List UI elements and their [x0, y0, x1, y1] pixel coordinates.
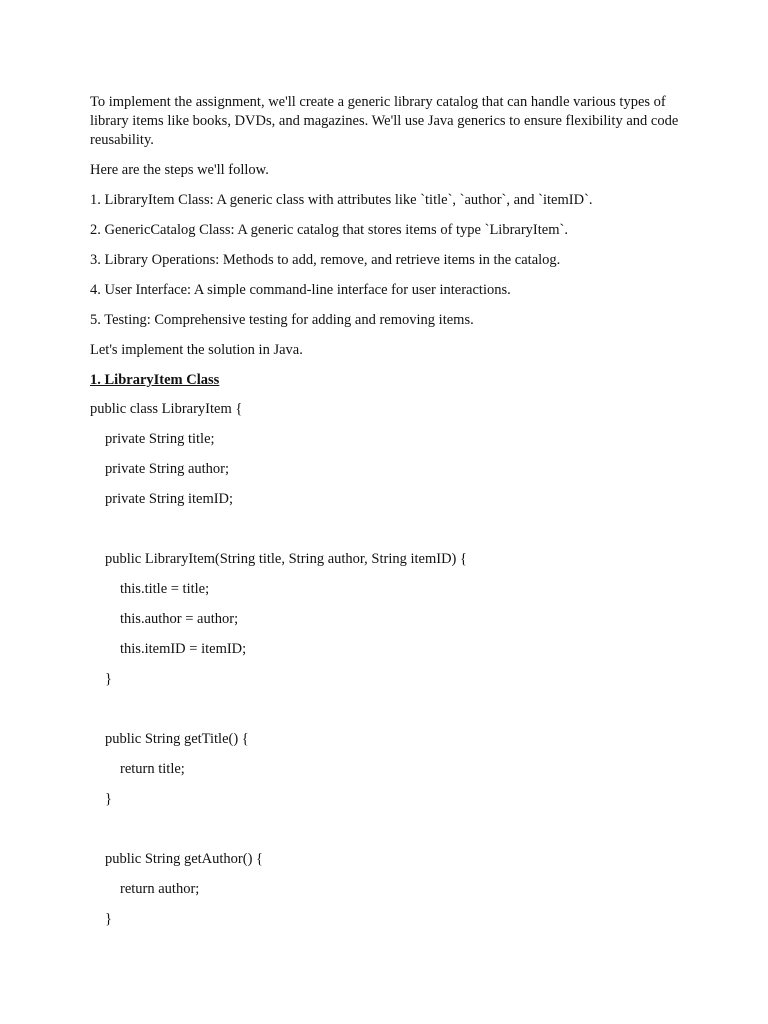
code-line: public String getTitle() { [105, 731, 249, 747]
document-content [90, 93, 690, 929]
code-line: public class LibraryItem { [90, 401, 243, 417]
code-line [90, 820, 690, 839]
steps-intro: Here are the steps we'll follow. [90, 162, 269, 178]
step-item: 4. User Interface: A simple command-line interface for user interactions. [90, 282, 511, 298]
code-line: } [105, 791, 112, 807]
code-line: this.title = title; [120, 581, 210, 597]
code-line: public String getAuthor() { [105, 851, 263, 867]
code-line: this.author = author; [120, 611, 239, 627]
code-line: return author; [120, 881, 200, 897]
step-item: 1. LibraryItem Class: A generic class with attributes like `title`, `author`, and `itemID`. [90, 192, 593, 208]
code-line: private String title; [105, 431, 215, 447]
code-line: return title; [120, 761, 185, 777]
section-heading: 1. LibraryItem Class [90, 372, 220, 388]
implement-line: Let's implement the solution in Java. [90, 342, 303, 358]
code-line [90, 700, 690, 719]
code-line: private String itemID; [105, 491, 234, 507]
code-line: } [105, 671, 112, 687]
code-line [90, 520, 690, 539]
code-line: } [105, 911, 112, 927]
code-line: public LibraryItem(String title, String author, String itemID) { [105, 551, 467, 567]
code-block [90, 400, 690, 929]
step-item: 5. Testing: Comprehensive testing for adding and removing items. [90, 312, 474, 328]
code-line: this.itemID = itemID; [120, 641, 247, 657]
intro-paragraph: To implement the assignment, we'll create a generic library catalog that can handle various types of library items like books, DVDs, and magazines. We'll use Java generics to ensure flexibility and code reusability. [90, 94, 679, 148]
step-item: 2. GenericCatalog Class: A generic catalog that stores items of type `LibraryItem`. [90, 222, 568, 238]
step-item: 3. Library Operations: Methods to add, remove, and retrieve items in the catalog. [90, 252, 561, 268]
code-line: private String author; [105, 461, 230, 477]
